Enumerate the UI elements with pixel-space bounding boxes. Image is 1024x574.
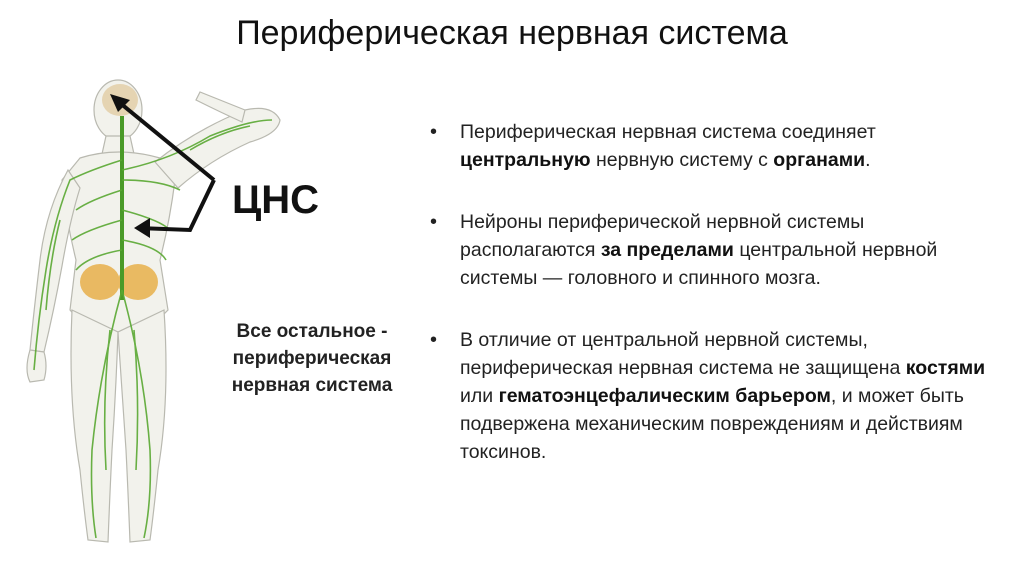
bullet-marker: • bbox=[430, 329, 438, 351]
bullet-text: В отличие от центральной нервной системы, периферическая нервная система не защищена bbox=[460, 329, 906, 379]
cns-label: ЦНС bbox=[232, 178, 319, 222]
bullet-item bbox=[430, 326, 1005, 466]
bullet-list bbox=[430, 118, 1005, 500]
bullet-text: или bbox=[460, 385, 499, 407]
bullet-bold-text: центральную bbox=[460, 149, 591, 171]
nervous-system-figure bbox=[10, 70, 420, 565]
bullet-bold-text: костями bbox=[905, 357, 986, 379]
peripheral-label bbox=[207, 318, 417, 399]
bullet-item bbox=[430, 208, 1005, 292]
bullet-text: , и может быть подвержена механическим повреждениям и действиям токсинов. bbox=[460, 385, 964, 463]
bullet-marker: • bbox=[430, 121, 438, 143]
peripheral-label-line: Все остальное - bbox=[236, 321, 388, 342]
slide-title: Периферическая нервная система bbox=[236, 14, 788, 52]
bullet-text: Нейроны периферической нервной системы располагаются bbox=[460, 211, 865, 261]
bullet-text: нервную систему с bbox=[590, 149, 774, 171]
peripheral-label-line: нервная система bbox=[231, 375, 393, 396]
peripheral-label-line: периферическая bbox=[232, 348, 392, 369]
bullet-text: Периферическая нервная система соединяет bbox=[460, 121, 876, 143]
bullet-text: центральной нервной системы — головного и спинного мозга. bbox=[460, 239, 938, 289]
bullet-bold-text: за пределами bbox=[600, 239, 734, 261]
bullet-text: . bbox=[865, 149, 871, 171]
bullet-bold-text: гематоэнцефалическим барьером bbox=[498, 385, 831, 407]
bullet-marker: • bbox=[430, 211, 438, 233]
bullet-bold-text: органами bbox=[773, 149, 866, 171]
bullet-item bbox=[430, 118, 1005, 174]
